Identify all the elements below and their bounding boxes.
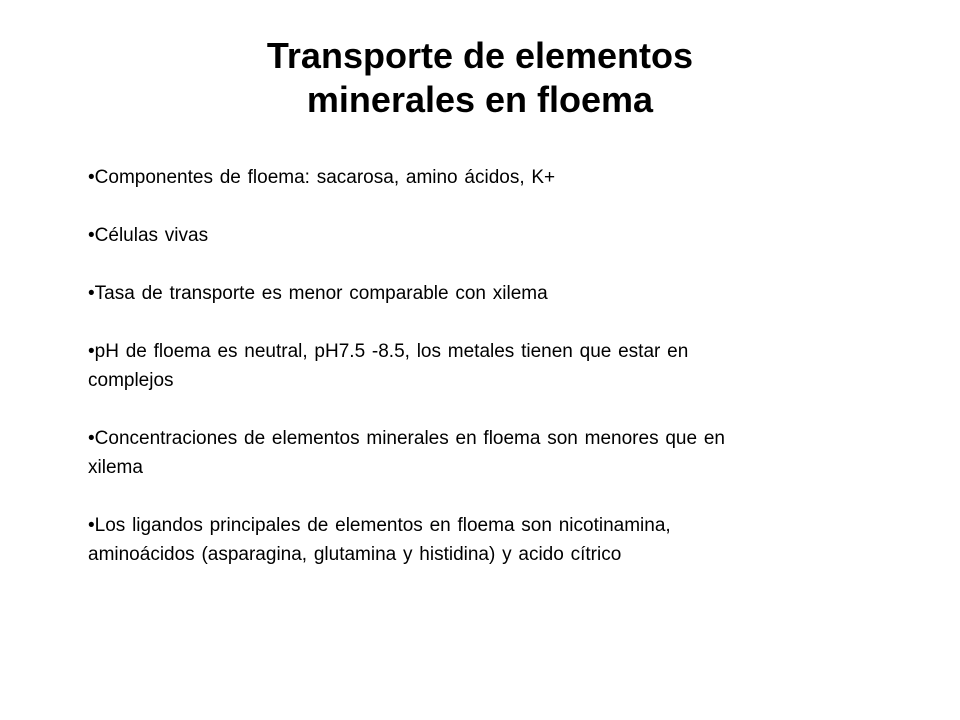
slide-title-line-1: Transporte de elementos <box>266 35 694 77</box>
bullet-mineral-concentrations: •Concentraciones de elementos minerales en floema son menores que en xilema <box>88 428 725 478</box>
bullet-phloem-components: •Componentes de floema: sacarosa, amino ácidos, K+ <box>88 167 556 188</box>
slide-title <box>0 34 960 122</box>
bullet-list <box>88 163 748 569</box>
bullet-main-ligands: •Los ligandos principales de elementos en floema son nicotinamina, aminoácidos (asparagina, glutamina y histidina) y acido cítrico <box>88 515 671 565</box>
bullet-living-cells: •Células vivas <box>88 225 209 246</box>
slide-title-line-2: minerales en floema <box>306 79 654 121</box>
bullet-phloem-ph: •pH de floema es neutral, pH7.5 -8.5, los metales tienen que estar en complejos <box>88 341 689 391</box>
bullet-transport-rate: •Tasa de transporte es menor comparable con xilema <box>88 283 548 304</box>
